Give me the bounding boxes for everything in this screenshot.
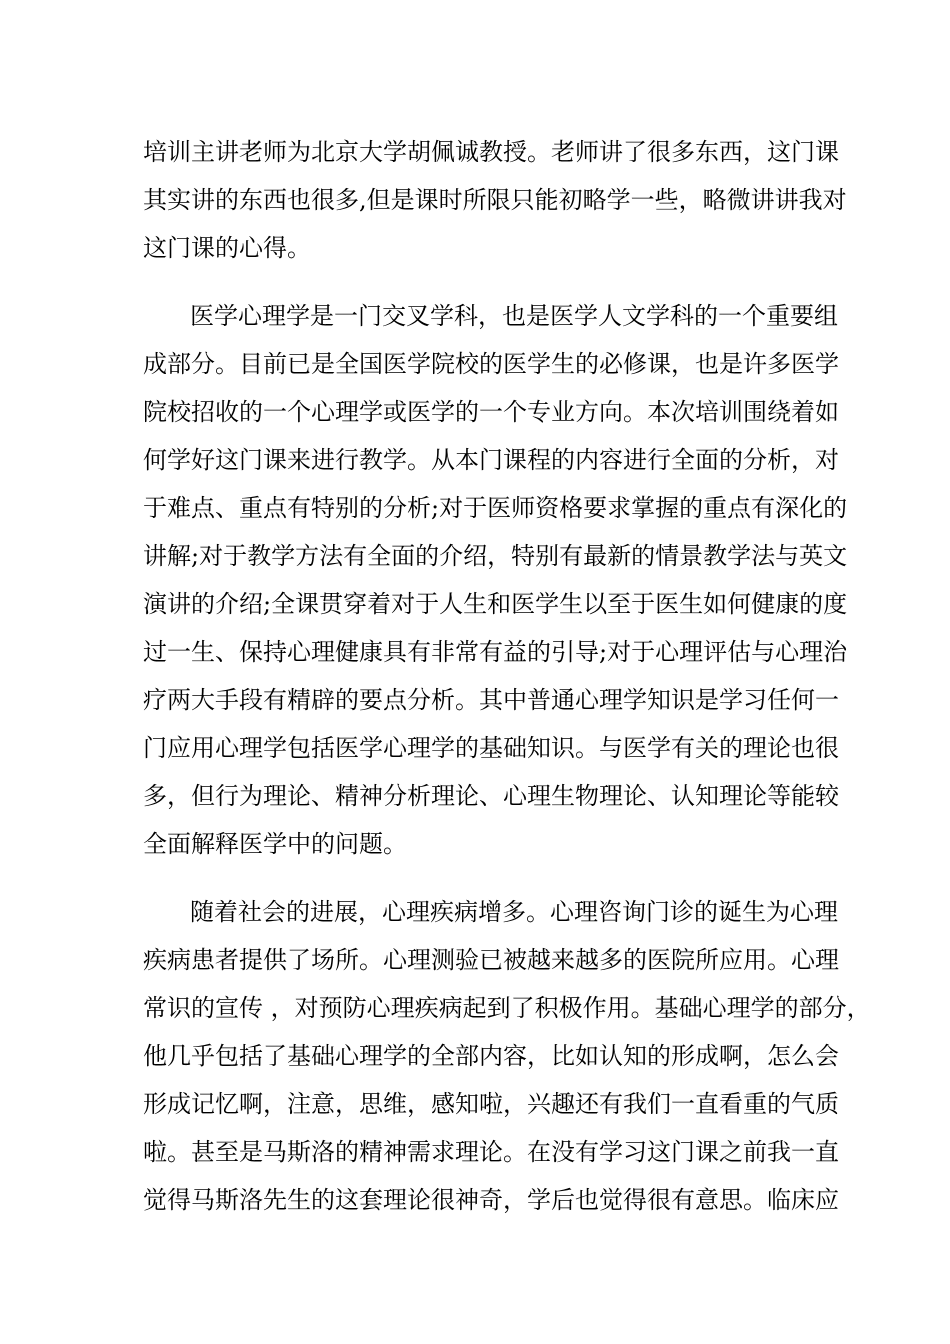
text-line	[0, 436, 950, 484]
line-text: 门应用心理学包括医学心理学的基础知识。与医学有关的理论也很	[143, 734, 839, 762]
line-text: 觉得马斯洛先生的这套理论很神奇，学后也觉得很有意思。临床应	[143, 1186, 839, 1214]
line-text: 疗两大手段有精辟的要点分析。其中普通心理学知识是学习任何一	[143, 686, 839, 714]
text-line	[0, 388, 950, 436]
text-line	[0, 984, 950, 1032]
line-text: 培训主讲老师为北京大学胡佩诚教授。老师讲了很多东西，这门课	[143, 138, 839, 166]
line-text: 医学心理学是一门交叉学科，也是医学人文学科的一个重要组	[190, 302, 838, 330]
line-text: 其实讲的东西也很多,但是课时所限只能初略学一些，略微讲讲我对	[143, 186, 847, 214]
text-line	[0, 1176, 950, 1224]
line-text: 院校招收的一个心理学或医学的一个专业方向。本次培训围绕着如	[143, 398, 839, 426]
line-text: 何学好这门课来进行教学。从本门课程的内容进行全面的分析，对	[143, 446, 839, 474]
line-text: 成部分。目前已是全国医学院校的医学生的必修课，也是许多医学	[143, 350, 839, 378]
line-text: 他几乎包括了基础心理学的全部内容，比如认知的形成啊，怎么会	[143, 1042, 839, 1070]
line-text: 形成记忆啊，注意，思维，感知啦，兴趣还有我们一直看重的气质	[143, 1090, 839, 1118]
line-text: 常识的宣传 ，对预防心理疾病起到了积极作用。基础心理学的部分，	[143, 994, 871, 1022]
text-line	[0, 484, 950, 532]
line-text: 随着社会的进展，心理疾病增多。心理咨询门诊的诞生为心理	[190, 898, 838, 926]
line-text: 全面解释医学中的问题。	[143, 830, 407, 858]
line-text: 过一生、保持心理健康具有非常有益的引导;对于心理评估与心理治	[143, 638, 848, 666]
text-line	[0, 340, 950, 388]
text-line	[0, 888, 950, 936]
text-line	[0, 936, 950, 984]
text-line	[0, 176, 950, 224]
line-text: 演讲的介绍;全课贯穿着对于人生和医学生以至于医生如何健康的度	[143, 590, 848, 618]
text-line	[0, 580, 950, 628]
text-line	[0, 532, 950, 580]
line-text: 于难点、重点有特别的分析;对于医师资格要求掌握的重点有深化的	[143, 494, 848, 522]
text-line	[0, 292, 950, 340]
text-line	[0, 128, 950, 176]
text-line	[0, 1032, 950, 1080]
text-line	[0, 628, 950, 676]
text-line	[0, 1080, 950, 1128]
text-line	[0, 676, 950, 724]
text-line	[0, 724, 950, 772]
text-line	[0, 1128, 950, 1176]
line-text: 疾病患者提供了场所。心理测验已被越来越多的医院所应用。心理	[143, 946, 839, 974]
line-text: 讲解;对于教学方法有全面的介绍，特别有最新的情景教学法与英文	[143, 542, 848, 570]
text-line	[0, 224, 950, 272]
line-text: 多，但行为理论、精神分析理论、心理生物理论、认知理论等能较	[143, 782, 839, 810]
text-line	[0, 820, 950, 868]
text-line	[0, 772, 950, 820]
line-text: 啦。甚至是马斯洛的精神需求理论。在没有学习这门课之前我一直	[143, 1138, 839, 1166]
line-text: 这门课的心得。	[143, 234, 311, 262]
